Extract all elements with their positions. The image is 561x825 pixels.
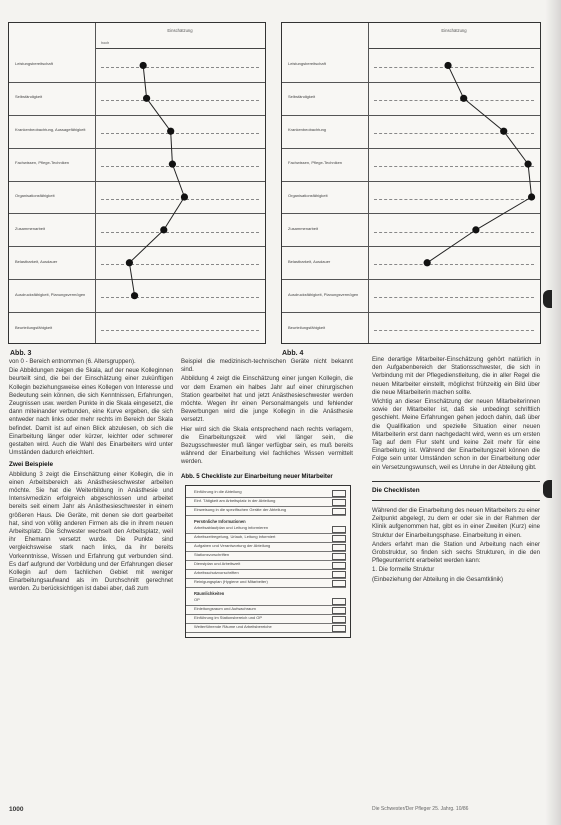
figure-row-label: Fachwissen, Pflege-Techniken [288, 160, 343, 166]
checklist-item [186, 597, 346, 606]
curve-segment [129, 263, 134, 296]
checklist-item [186, 552, 346, 561]
checklist-item [186, 606, 346, 615]
checklist-checkbox[interactable] [332, 544, 346, 551]
rating-point [140, 62, 147, 69]
checklist-checkbox[interactable] [332, 553, 346, 560]
rating-point [169, 161, 176, 168]
rating-point [181, 193, 188, 200]
checklist-item [186, 615, 346, 624]
figure-row-label: Leistungsbereitschaft [288, 61, 326, 67]
figure-4-curve [282, 23, 542, 345]
checklist-caption: Abb. 5 Checkliste zur Einarbeitung neuer Mitarbeiter [181, 472, 333, 480]
checklist-checkbox[interactable] [332, 535, 346, 542]
figure-row-label: Belastbarkeit, Ausdauer [288, 258, 331, 264]
checklist-section-title: Persönliche Informationen [194, 519, 246, 525]
checklist-item-label: Stationsvorschriften [194, 552, 230, 558]
checklist-item-label: Weiterführende Räume und Arbeitsbereiche [194, 624, 272, 630]
page-number: 1000 [9, 806, 24, 813]
rating-point [460, 95, 467, 102]
rating-point [528, 193, 535, 200]
checklist-checkbox[interactable] [332, 580, 346, 587]
curve-segment [504, 131, 528, 164]
figure-3-caption: Abb. 3 [10, 350, 32, 357]
checklist-item-label: Reinigungsplan (Hygiene und Mitarbeiter) [194, 579, 268, 585]
paragraph: Während der die Einarbeitung des neuen Mitarbeiters zu einer Zeitpunkt abgelegt, zu dem er oder sie in der Rahmen der Klinik aufgenommen hat, gibt es in einer Zweiten (Kurz) eine Struktur der Einarbeitungsphase. Einarbeitung in einen. [372, 507, 541, 539]
figure-row-label: Zusammenarbeit [288, 225, 319, 231]
rating-point [472, 226, 479, 233]
curve-segment [448, 65, 464, 98]
checklist-item-label: OP [194, 597, 200, 603]
text-column-3 [372, 356, 540, 796]
page-tab-marker [543, 290, 552, 308]
checklist-checkbox[interactable] [332, 490, 346, 497]
checklist-item-label: Einleitungsraum und Aufwachraum [194, 606, 256, 612]
paragraph: von 0 - Bereich entnommen (6. Altersgruppen). [9, 358, 136, 365]
figure-row-label: Beurteilungsfähigkeit [15, 324, 53, 330]
figure-3 [8, 22, 266, 344]
figure-row-label: Krankenbeobachtung [288, 127, 327, 133]
figure-row-label: Belastbarkeit, Ausdauer [15, 258, 58, 264]
figure-row-label: Zusammenarbeit [15, 225, 46, 231]
checklist-checkbox[interactable] [332, 571, 346, 578]
figure-4-caption: Abb. 4 [282, 350, 304, 357]
checklist-checkbox[interactable] [332, 499, 346, 506]
figure-row-label: Beurteilungsfähigkeit [288, 324, 326, 330]
paragraph: Hier wird sich die Skala entsprechend nach rechts verlagern, die Einarbeitungszeit wird viel länger sein, die Bezugsschwester muß länger verfügbar sein, es muß bereits während der Einarbeitung viel fachliches Wissen vermittelt werden. [181, 425, 353, 466]
checklist-item [186, 534, 346, 543]
checklist-item [186, 543, 346, 552]
checklist-box [185, 485, 351, 638]
checklist-checkbox[interactable] [332, 625, 346, 632]
checklist-item-label: Aufgaben und Verantwortung der Abteilung [194, 543, 271, 549]
figure-row-label: Ausdrucksfähigkeit, Planungsvermögen [288, 291, 359, 297]
paragraph: 1. Die formelle Struktur [372, 566, 435, 574]
paragraph: Eine derartige Mitarbeiter-Einschätzung gehört natürlich in den Aufgabenbereich der Stationsschwester, die sich in Verbindung mit der Pflegedienstleitung, die in aller Regel die neuen Mitarbeiter einstellt, möglichst frühzeitig ein Bild über die neue Mitarbeiterin machen sollte. [372, 356, 540, 396]
curve-segment [464, 98, 504, 131]
curve-segment [147, 98, 171, 131]
paragraph: Abbildung 4 zeigt die Einschätzung einer jungen Kollegin, die vor dem Examen ein halbes Jahr auf einer chirurgischen Station gearbeitet hat und jetzt Anästhesieschwester werden möchte. Wegen ihr einen Personalmangels und fehlender Bewerbungen wird die junge Kollegin in die Anästhesie versetzt. [181, 375, 353, 424]
checklist-item [186, 579, 346, 588]
curve-segment [129, 230, 163, 263]
checklist-item [186, 624, 346, 633]
checklist-item [186, 498, 346, 507]
checklist-item-label: Einf. Tätigkeit am Arbeitsplatz in der Abteilung [194, 498, 276, 504]
journal-footer: Die Schwester/Der Pfleger 25. Jahrg. 10/86 [372, 806, 469, 812]
rating-point [131, 292, 138, 299]
rating-point [444, 62, 451, 69]
paragraph: Die Abbildungen zeigen die Skala, auf der neue Kolleginnen beurteilt sind, die bei der Einschätzung einer zukünftigen Kollegin beziehungsweise eines Kollegen von Interesse und Bedeutung sein können, die sich Kenntnissen, Erfahrungen, Zeugnissen usw. werden Punkte in die Skala eingesetzt, die dann miteinander verbunden, eine Kurve ergeben, die sich entweder nach links oder mehr rechts im Bereich der Skala befindet. Damit ist auf einen Blick abzulesen, ob sich die Einarbeitung länger oder kürzer, leichter oder schwerer gestalten wird. Auch die Wahl des Einarbeiters wird unter Umständen dadurch erleichtert. [9, 367, 173, 457]
checklist-checkbox[interactable] [332, 607, 346, 614]
figure-row-label: Selbständigkeit [288, 94, 316, 100]
checklist-item [186, 561, 346, 570]
rating-point [424, 259, 431, 266]
checklist-checkbox[interactable] [332, 616, 346, 623]
checklist-item-label: Einführung im Stationsbereich und OP [194, 615, 263, 621]
text-column-1 [9, 358, 173, 788]
figure-row-label: Selbständigkeit [15, 94, 43, 100]
checklist-item [186, 489, 346, 498]
curve-segment [164, 197, 185, 230]
figure-row-label: Leistungsbereitschaft [15, 61, 53, 67]
rating-point [143, 95, 150, 102]
figure-3-header-title: Einschätzung [167, 28, 193, 33]
rating-point [524, 161, 531, 168]
curve-segment [171, 131, 173, 164]
figure-4-header-title: Einschätzung [441, 28, 467, 33]
checklist-checkbox[interactable] [332, 508, 346, 515]
curve-segment [528, 164, 531, 197]
figure-4 [281, 22, 541, 344]
rating-point [500, 128, 507, 135]
rating-point [167, 128, 174, 135]
figure-row-label: Organisationsfähigkeit [15, 193, 55, 198]
figure-row-label: Fachwissen, Pflege-Techniken [15, 160, 70, 166]
checklist-checkbox[interactable] [332, 562, 346, 569]
checklist-item-label: Einweisung in die spezifischen Geräte der Abteilung [194, 507, 287, 513]
curve-segment [476, 197, 532, 230]
checklist-section-title: Räumlichkeiten [194, 591, 225, 597]
checklist-item-label: Arbeitsablaufplan und Leitung informieren [194, 525, 269, 531]
curve-segment [172, 164, 184, 197]
curve-segment [427, 230, 476, 263]
rating-point [160, 226, 167, 233]
checklist-item-label: Einführung in die Abteilung [194, 489, 242, 495]
checklist-checkbox[interactable] [332, 526, 346, 533]
page-binding-shadow [545, 0, 561, 825]
figure-row-label: Organisationsfähigkeit [288, 193, 328, 198]
checklist-item [186, 570, 346, 579]
section-heading: Die Checklisten [372, 481, 540, 501]
checklist-item [186, 507, 346, 516]
figure-3-header-left: hoch [101, 41, 110, 45]
checklist-item [186, 525, 346, 534]
checklist-item-label: Dienstplan und Arbeitszeit [194, 561, 241, 567]
curve-segment [143, 65, 146, 98]
section-heading: Zwei Beispiele [9, 461, 54, 469]
checklist-item-label: Arbeitszeitregelung, Urlaub, Leitung informiert [194, 534, 276, 540]
figure-row-label: Ausdrucksfähigkeit, Planungsvermögen [15, 291, 86, 297]
page-tab-marker [543, 480, 552, 498]
checklist-checkbox[interactable] [332, 598, 346, 605]
checklist-item-label: Arbeitsschutzvorschriften [194, 570, 239, 576]
text-column-2 [181, 358, 353, 798]
figure-row-label: Krankenbeobachtung, Aussagefähigkeit [15, 127, 86, 133]
figure-3-curve [9, 23, 267, 345]
paragraph: (Einbeziehung der Abteilung in die Gesamtklinik) [372, 575, 504, 583]
paragraph: Anders erfahrt man die Station und Arbeitung nach einer Grobstruktur, so finden sich sechs Strukturen, in die den Pflegeunterricht erarbeitet werden kann: [372, 540, 540, 565]
paragraph: Wichtig an dieser Einschätzung der neuen Mitarbeiterinnen sowie der Mitarbeiter ist, daß sie unbedingt schriftlich geschieht. Meine Erfahrungen gehen jedoch dahin, daß über die Qualifikation und spezielle Situation einer neuen Mitarbeiterin erst dann nachgedacht wird, wenn es um ersten Tag auf dem Flur steht und keine Zeit mehr für eine Einarbeitung ist. Während der Einarbeitungszeit können die Folge sein unter Umständen schon in der Einarbeitung oder ein Versetzungswunsch, weil es Unruhe in der Abteilung gibt. [372, 398, 540, 471]
paragraph: Beispiel die medizinisch-technischen Geräte nicht bekannt sind. [181, 358, 353, 374]
rating-point [126, 259, 133, 266]
paragraph: Abbildung 3 zeigt die Einschätzung einer Kollegin, die in einen Arbeitsbereich als Anästhesieschwester arbeiten möchte. Sie hat die Weiterbildung in Anästhesie und Intensivmedizin erfolgreich abgeschlossen und arbeitet bereits seit einem Jahr als Anästhesieschwester in einem größeren Haus. Die Geräte, mit denen sie dort gearbeitet hat, sind von völlig anderen Firmen als die in ihrem neuen Arbeitsplatz. Die Schwester wechselt den Arbeitsplatz, weil ihr Ehemann versetzt wurde. Die Punkte sind vergleichsweise stark nach links, da ihr bereits Vorkenntnisse, Wissen und Erfahrung gut verbunden sind. Es darf aufgrund der Vorbildung und der Erfahrungen dieser Kollegin auf dem fachlichen Gebiet mit weniger Einarbeitungsaufwand als im Durchschnitt gerechnet werden. Zu berücksichtigen ist dabei aber, daß zum [9, 470, 173, 593]
